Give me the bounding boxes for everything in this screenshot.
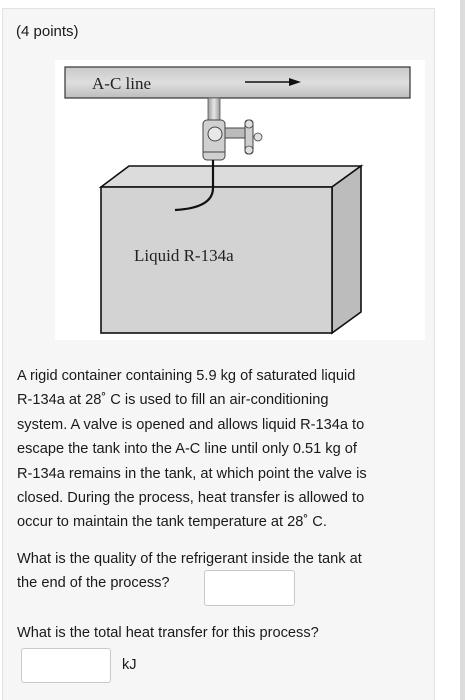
unit-label: kJ <box>122 657 137 673</box>
points-label: (4 points) <box>16 23 79 40</box>
valve-icon <box>203 120 262 160</box>
ac-line-label: A-C line <box>92 74 152 93</box>
problem-line: system. A valve is opened and allows liquid R-134a to <box>17 416 365 433</box>
problem-line: R-134a at 28˚ C is used to fill an air-conditioning <box>17 392 329 409</box>
quality-answer-input[interactable] <box>204 570 295 606</box>
tank-diagram-svg <box>55 60 425 340</box>
tank-label: Liquid R-134a <box>134 246 234 265</box>
problem-line: escape the tank into the A-C line until only 0.51 kg of <box>17 441 357 458</box>
scrollbar[interactable] <box>460 0 465 700</box>
tank-diagram <box>55 60 425 340</box>
question-quality-line: What is the quality of the refrigerant inside the tank at <box>17 551 362 567</box>
problem-statement <box>17 364 427 535</box>
question-heat-transfer: What is the total heat transfer for this process? <box>17 625 319 641</box>
problem-line: R-134a remains in the tank, at which point the valve is <box>17 465 367 482</box>
problem-line: A rigid container containing 5.9 kg of saturated liquid <box>17 368 356 384</box>
vertical-pipe <box>208 98 220 120</box>
question-quality <box>17 547 362 595</box>
heat-transfer-answer-input[interactable] <box>21 648 111 683</box>
problem-line: closed. During the process, heat transfer is allowed to <box>17 490 365 507</box>
question-quality-line: the end of the process? <box>17 575 170 591</box>
problem-line: occur to maintain the tank temperature at 28˚ C. <box>17 514 327 531</box>
